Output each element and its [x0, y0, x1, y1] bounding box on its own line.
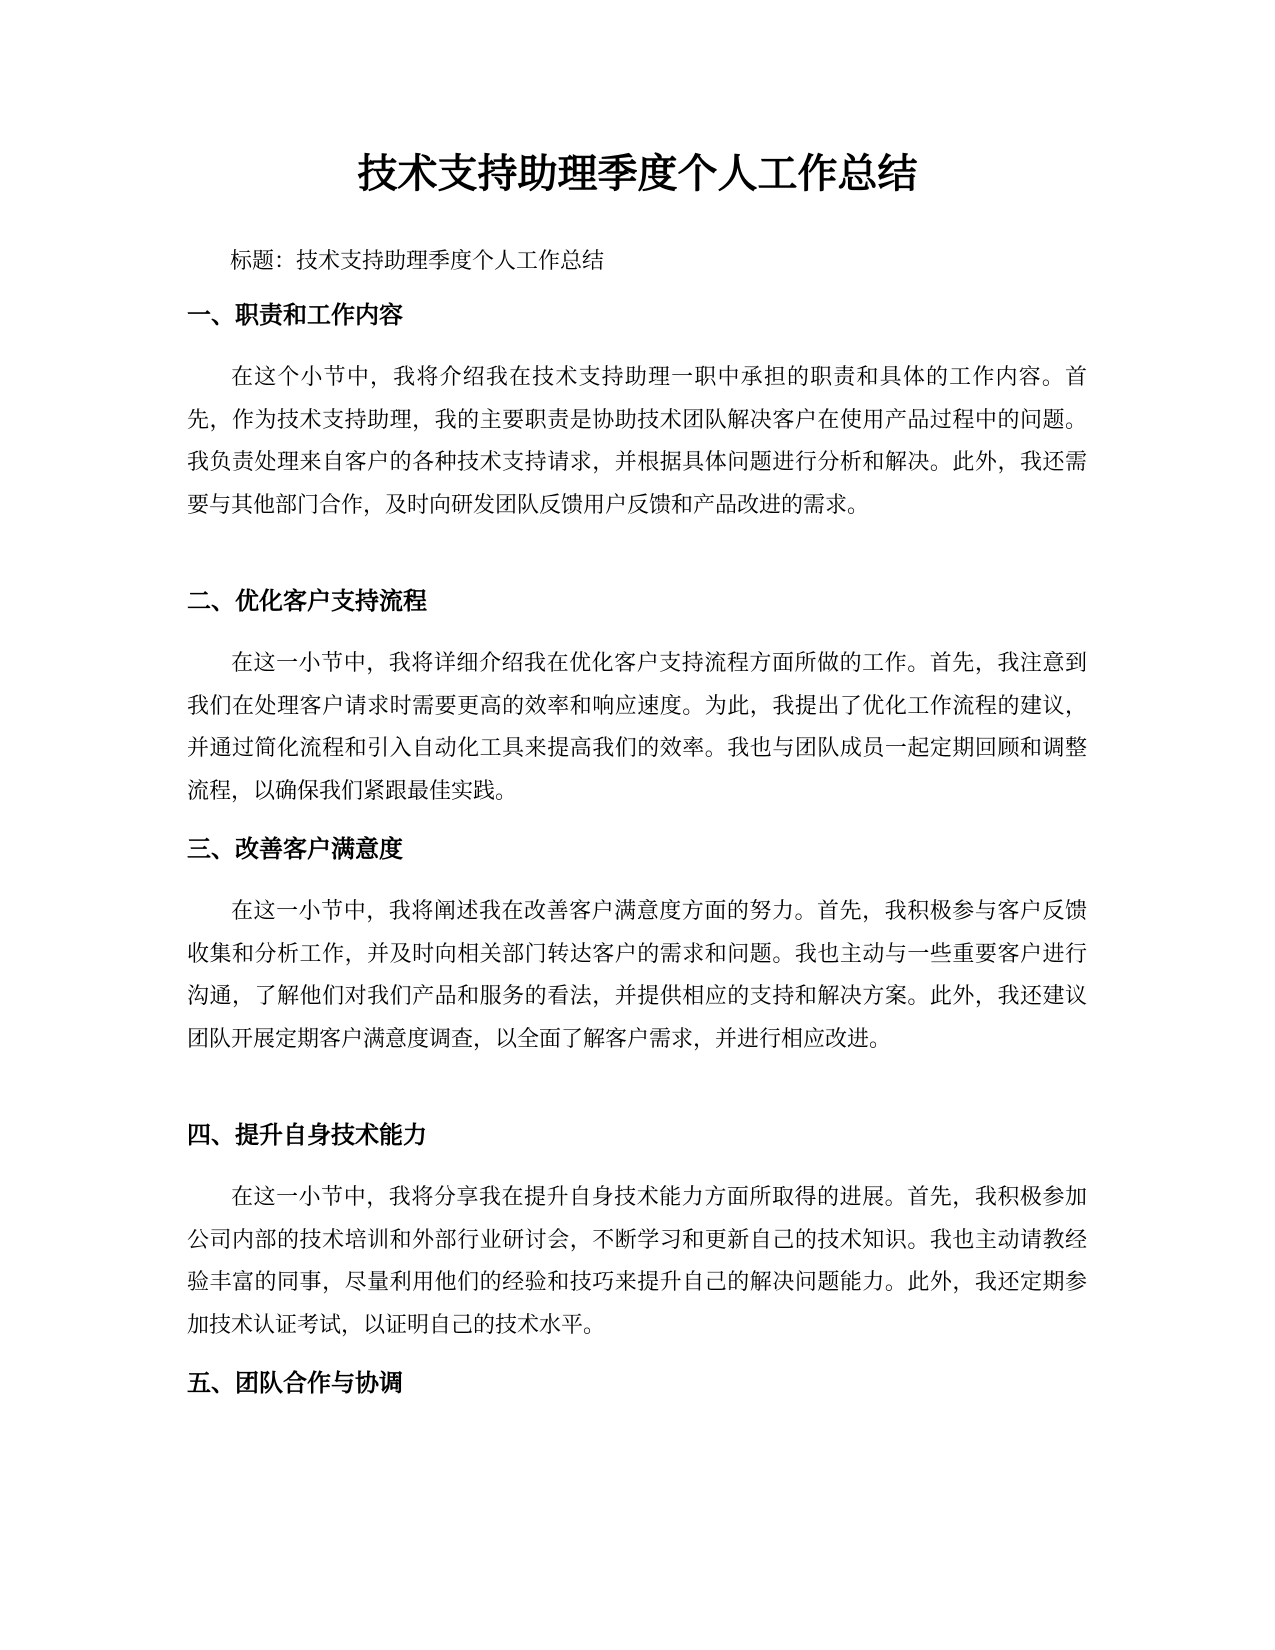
section-paragraph-3: 在这一小节中，我将阐述我在改善客户满意度方面的努力。首先，我积极参与客户反馈收集和分析工作，并及时向相关部门转达客户的需求和问题。我也主动与一些重要客户进行沟通，了解他们对我们产品和服务的看法，并提供相应的支持和解决方案。此外，我还建议团队开展定期客户满意度调查，以全面了解客户需求，并进行相应改进。: [187, 899, 1087, 1052]
section-heading-3: 三、改善客户满意度: [187, 835, 403, 863]
document-subtitle: 标题：技术支持助理季度个人工作总结: [230, 249, 605, 274]
section-heading-4: 四、提升自身技术能力: [187, 1121, 427, 1149]
section-heading-2: 二、优化客户支持流程: [187, 587, 427, 615]
section-paragraph-1: 在这个小节中，我将介绍我在技术支持助理一职中承担的职责和具体的工作内容。首先，作为技术支持助理，我的主要职责是协助技术团队解决客户在使用产品过程中的问题。我负责处理来自客户的各种技术支持请求，并根据具体问题进行分析和解决。此外，我还需要与其他部门合作，及时向研发团队反馈用户反馈和产品改进的需求。: [187, 365, 1087, 518]
section-paragraph-4: 在这一小节中，我将分享我在提升自身技术能力方面所取得的进展。首先，我积极参加公司内部的技术培训和外部行业研讨会，不断学习和更新自己的技术知识。我也主动请教经验丰富的同事，尽量利用他们的经验和技巧来提升自己的解决问题能力。此外，我还定期参加技术认证考试，以证明自己的技术水平。: [187, 1185, 1087, 1338]
section-heading-5: 五、团队合作与协调: [187, 1369, 403, 1397]
section-heading-1: 一、职责和工作内容: [187, 301, 403, 329]
document-title: 技术支持助理季度个人工作总结: [357, 151, 918, 197]
section-paragraph-2: 在这一小节中，我将详细介绍我在优化客户支持流程方面所做的工作。首先，我注意到我们在处理客户请求时需要更高的效率和响应速度。为此，我提出了优化工作流程的建议，并通过简化流程和引入自动化工具来提高我们的效率。我也与团队成员一起定期回顾和调整流程，以确保我们紧跟最佳实践。: [187, 651, 1087, 804]
